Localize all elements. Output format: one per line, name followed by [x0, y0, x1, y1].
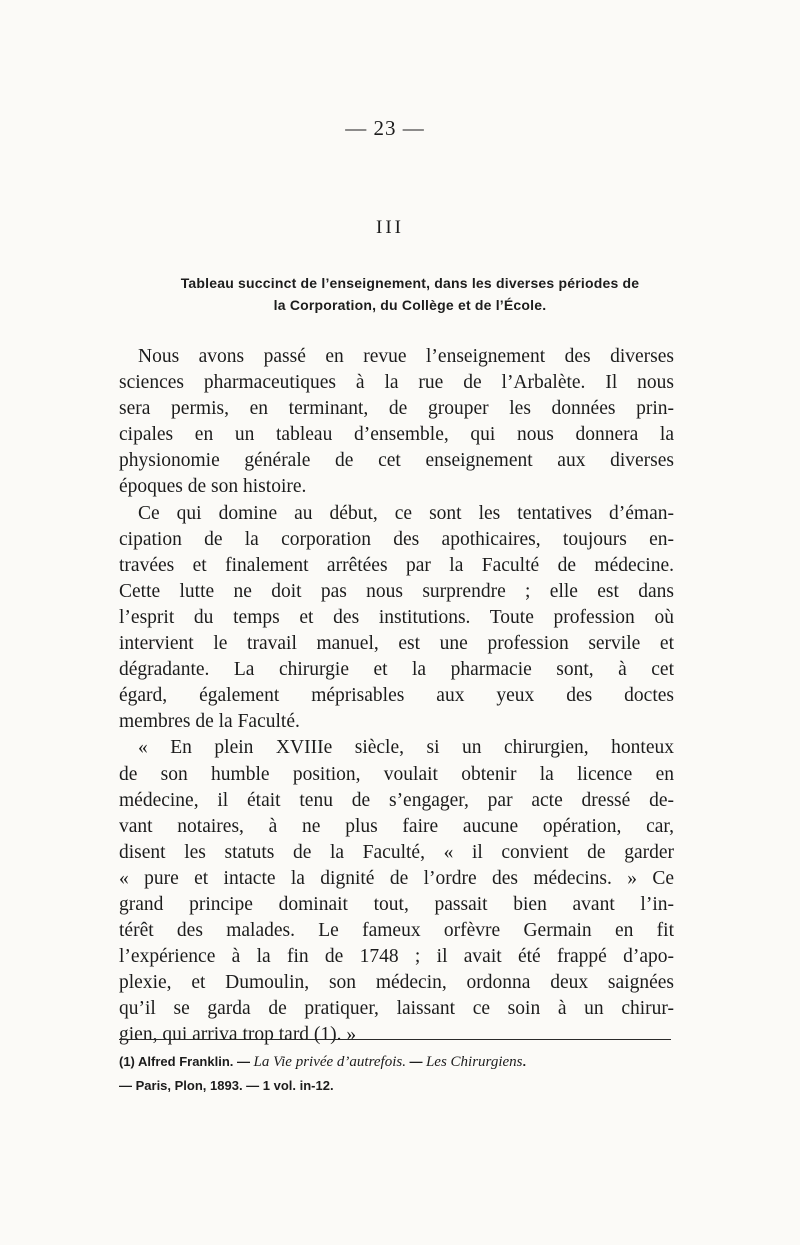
text-line: Cette lutte ne doit pas nous surprendre ; elle est dans [119, 580, 674, 602]
text-line: l’expérience à la fin de 1748 ; il avait été frappé d’apo- [119, 946, 674, 968]
text-line: « En plein XVIIIe siècle, si un chirurgien, honteux [138, 737, 674, 759]
text-line: époques de son histoire. [119, 476, 307, 498]
text-line: térêt des malades. Le fameux orfèvre Germain en fit [119, 920, 674, 942]
footnote-book-title: La Vie privée d’autrefois. [253, 1054, 406, 1070]
text-line: vant notaires, à ne plus faire aucune opération, car, [119, 815, 674, 837]
text-line: Ce qui domine au début, ce sont les tentatives d’éman- [138, 502, 674, 524]
body-text [119, 344, 674, 1049]
footnote-separator: — [409, 1054, 423, 1069]
text-line: sciences pharmaceutiques à la rue de l’Arbalète. Il nous [119, 372, 674, 394]
subtitle-line: Tableau succinct de l’enseignement, dans les diverses périodes de [180, 275, 640, 291]
text-line: plexie, et Dumoulin, son médecin, ordonna deux saignées [119, 972, 674, 994]
footnote-period: . [522, 1054, 527, 1069]
text-line: « pure et intacte la dignité de l’ordre des médecins. » Ce [119, 867, 674, 889]
footnote-line: — Paris, Plon, 1893. — 1 vol. in-12. [119, 1078, 334, 1093]
footnote-rule [119, 1039, 671, 1040]
text-line: disent les statuts de la Faculté, « il convient de garder [119, 841, 674, 863]
text-line: physionomie générale de cet enseignement aux diverses [119, 450, 674, 472]
text-line: intervient le travail manuel, est une profession servile et [119, 633, 674, 655]
text-line: cipales en un tableau d’ensemble, qui nous donnera la [119, 424, 674, 446]
text-line: gien, qui arriva trop tard (1). » [119, 1024, 357, 1046]
text-line: dégradante. La chirurgie et la pharmacie sont, à cet [119, 659, 674, 681]
text-line: membres de la Faculté. [119, 711, 300, 733]
text-line: Nous avons passé en revue l’enseignement des diverses [138, 346, 674, 367]
text-line: grand principe dominait tout, passait bien avant l’in- [119, 893, 674, 915]
text-line: médecine, il était tenu de s’engager, par acte dressé de- [119, 789, 674, 811]
text-line: travées et finalement arrêtées par la Faculté de médecine. [119, 554, 674, 576]
section-numeral: III [376, 217, 404, 238]
section-subtitle [140, 272, 680, 316]
subtitle-line: la Corporation, du Collège et de l’École. [273, 297, 547, 313]
text-line: cipation de la corporation des apothicaires, toujours en- [119, 528, 674, 550]
text-line: sera permis, en terminant, de grouper les données prin- [119, 398, 674, 420]
text-line: qu’il se garda de pratiquer, laissant ce soin à un chirur- [119, 998, 674, 1020]
footnote-marker: (1) Alfred Franklin. — [119, 1054, 250, 1069]
text-line: l’esprit du temps et des institutions. Toute profession où [119, 606, 674, 628]
footnote-line [119, 1050, 679, 1074]
footnote-book-subtitle: Les Chirurgiens [425, 1054, 523, 1070]
footnote [119, 1050, 679, 1097]
text-line: de son humble position, voulait obtenir la licence en [119, 763, 674, 785]
text-line: égard, également méprisables aux yeux des doctes [119, 685, 674, 707]
page-number: — 23 — [345, 116, 425, 140]
